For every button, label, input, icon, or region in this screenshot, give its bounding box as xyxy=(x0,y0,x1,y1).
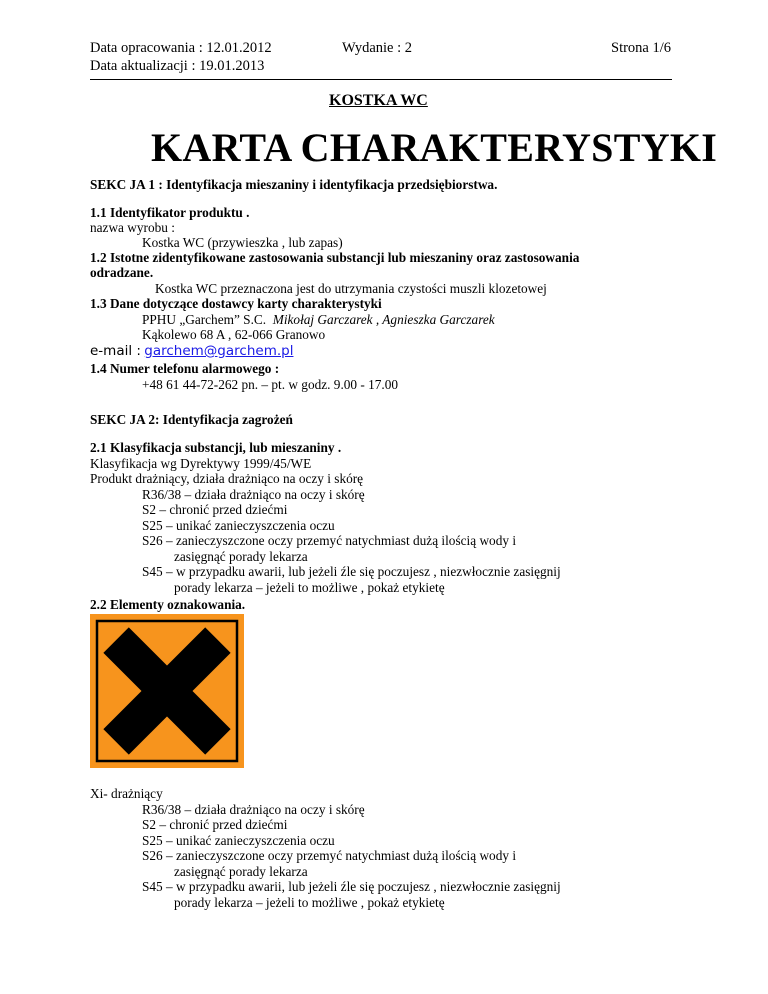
s11-heading: 1.1 Identyfikator produktu . xyxy=(90,205,250,220)
edition: Wydanie : 2 xyxy=(342,40,412,56)
s14-heading: 1.4 Numer telefonu alarmowego : xyxy=(90,361,280,376)
s21-line2: Produkt drażniący, działa drażniąco na oczy i skórę xyxy=(90,471,364,486)
s22-heading: 2.2 Elementy oznakowania. xyxy=(90,597,246,612)
s12-heading-line1: 1.2 Istotne zidentyfikowane zastosowania substancji lub mieszaniny oraz zastosowania xyxy=(90,250,580,265)
date-created: Data opracowania : 12.01.2012 xyxy=(90,40,272,56)
main-title: KARTA CHARAKTERYSTYKI xyxy=(151,125,718,170)
phrase-b-s25: S25 – unikać zanieczyszczenia oczu xyxy=(142,833,335,848)
phrase-b-s26: S26 – zanieczyszczone oczy przemyć natychmiast dużą ilością wody i xyxy=(142,848,517,863)
s14-value: +48 61 44-72-262 pn. – pt. w godz. 9.00 - 17.00 xyxy=(142,377,399,392)
s13-heading: 1.3 Dane dotyczące dostawcy karty charakterystyki xyxy=(90,296,382,311)
phrase-b-s26-cont: zasięgnąć porady lekarza xyxy=(174,864,308,879)
phrase-s26: S26 – zanieczyszczone oczy przemyć natychmiast dużą ilością wody i xyxy=(142,533,517,548)
irritant-x-symbol-icon xyxy=(90,614,244,768)
s13-supplier xyxy=(142,312,495,328)
s13-company: PPHU „Garchem” S.C. xyxy=(142,312,267,327)
date-updated: Data aktualizacji : 19.01.2013 xyxy=(90,58,265,74)
phrase-s45: S45 – w przypadku awarii, lub jeżeli źle się poczujesz , niezwłocznie zasięgnij xyxy=(142,564,561,579)
s13-people: Mikołaj Garczarek , Agnieszka Garczarek xyxy=(272,312,495,327)
s11-label: nazwa wyrobu : xyxy=(90,220,175,235)
phrase-s26-cont: zasięgnąć porady lekarza xyxy=(174,549,308,564)
phrase-b-s45-cont: porady lekarza – jeżeli to możliwe , pokaż etykietę xyxy=(174,895,445,910)
header-rule xyxy=(90,79,672,80)
s12-value: Kostka WC przeznaczona jest do utrzymania czystości muszli klozetowej xyxy=(155,281,547,296)
phrase-s45-cont: porady lekarza – jeżeli to możliwe , pokaż etykietę xyxy=(174,580,445,595)
phrase-s2: S2 – chronić przed dziećmi xyxy=(142,502,288,517)
s21-heading: 2.1 Klasyfikacja substancji, lub mieszaniny . xyxy=(90,440,342,455)
xi-label: Xi- drażniący xyxy=(90,786,163,801)
phrase-b-s45: S45 – w przypadku awarii, lub jeżeli źle się poczujesz , niezwłocznie zasięgnij xyxy=(142,879,561,894)
section2-heading: SEKC JA 2: Identyfikacja zagrożeń xyxy=(90,412,293,427)
email-row xyxy=(90,343,293,359)
email-label: e-mail : xyxy=(90,343,141,359)
phrase-b-s2: S2 – chronić przed dziećmi xyxy=(142,817,288,832)
phrase-s25: S25 – unikać zanieczyszczenia oczu xyxy=(142,518,335,533)
s12-heading-line2: odradzane. xyxy=(90,265,154,280)
s13-address: Kąkolewo 68 A , 62-066 Granowo xyxy=(142,327,326,342)
document-product-title: KOSTKA WC xyxy=(329,92,428,109)
page-number: Strona 1/6 xyxy=(611,40,672,56)
phrase-b-r3638: R36/38 – działa drażniąco na oczy i skórę xyxy=(142,802,365,817)
section1-heading: SEKC JA 1 : Identyfikacja mieszaniny i identyfikacja przedsiębiorstwa. xyxy=(90,177,498,192)
s11-value: Kostka WC (przywieszka , lub zapas) xyxy=(142,235,343,250)
email-link[interactable]: garchem@garchem.pl xyxy=(144,343,294,359)
phrase-r3638: R36/38 – działa drażniąco na oczy i skórę xyxy=(142,487,365,502)
s21-line1: Klasyfikacja wg Dyrektywy 1999/45/WE xyxy=(90,456,312,471)
